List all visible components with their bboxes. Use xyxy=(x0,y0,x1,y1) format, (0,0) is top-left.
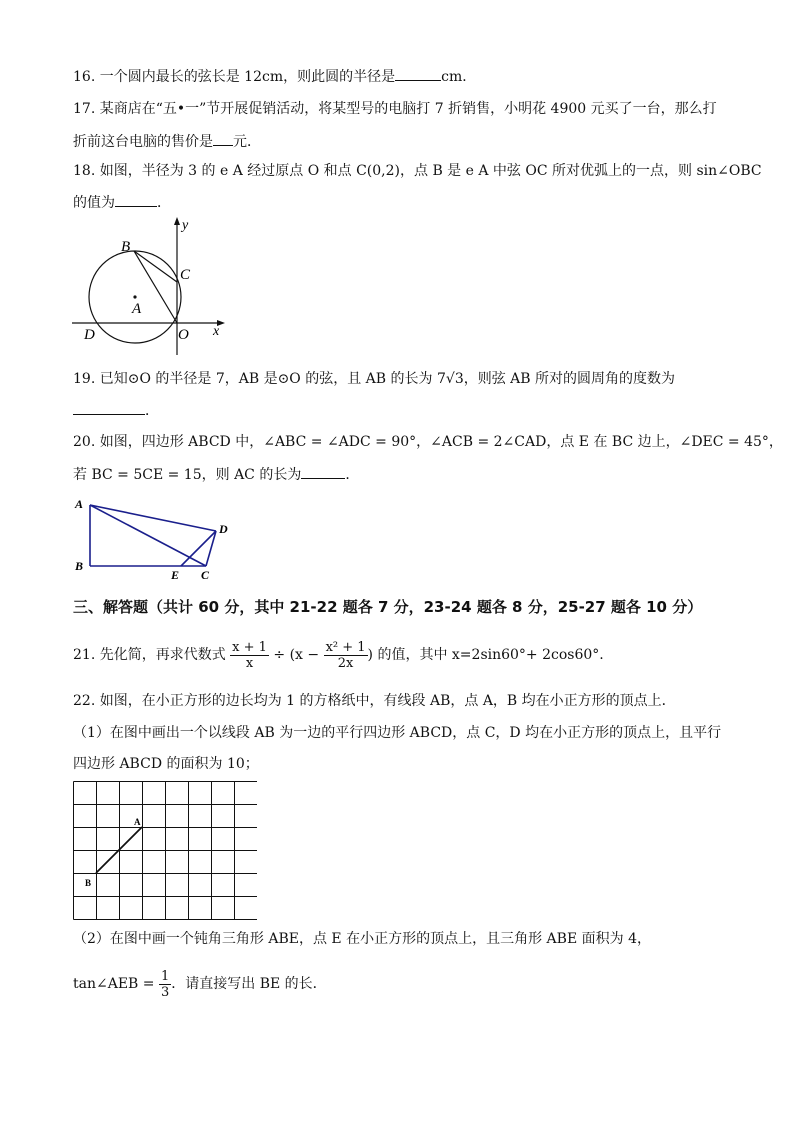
label-C: C xyxy=(201,568,210,582)
q22-grid-figure xyxy=(73,781,257,923)
fraction-one-third: $\frac{1}{3}$ xyxy=(160,968,170,1000)
label-A: A xyxy=(75,497,84,511)
q17-unit: 元． xyxy=(233,134,261,150)
q16-text: 16. 一个圆内最长的弦长是 12cm，则此圆的半径是 xyxy=(73,69,396,85)
label-B: B xyxy=(85,878,92,888)
answer-blank xyxy=(115,192,157,207)
q22-tan-text: tan∠AEB = xyxy=(73,976,155,992)
answer-blank xyxy=(301,464,345,479)
label-O: O xyxy=(178,327,189,343)
q20-end: ． xyxy=(345,467,360,483)
label-D: D xyxy=(219,522,228,536)
question-19-line2 xyxy=(73,400,159,421)
question-18-line2 xyxy=(73,192,171,213)
question-20-line1: 20. 如图，四边形 ABCD 中，∠ABC = ∠ADC = 90°，∠ACB = 2∠CAD，点 E 在 BC 边上，∠DEC = 45°， xyxy=(73,434,783,450)
question-22-part1-line2: 四边形 ABCD 的面积为 10； xyxy=(73,756,259,772)
question-17-line1: 17. 某商店在“五•一”节开展促销活动，将某型号的电脑打 7 折销售，小明花 4900 元买了一台，那么打 xyxy=(73,101,717,117)
question-22-line1: 22. 如图，在小正方形的边长均为 1 的方格纸中，有线段 AB，点 A，B 均在小正方形的顶点上． xyxy=(73,693,676,709)
question-17-line2 xyxy=(73,131,261,152)
label-x: x xyxy=(213,324,220,339)
fraction-2: $\frac{\text{x² + 1}}{2x}$ xyxy=(325,639,366,671)
grid-paper xyxy=(74,782,258,920)
label-A: A xyxy=(134,817,141,827)
label-C: C xyxy=(180,267,191,283)
q18-circle-figure xyxy=(70,215,230,365)
q21-mid: ÷ (x − xyxy=(273,647,320,663)
question-22-part2-line2 xyxy=(73,966,327,1002)
label-y: y xyxy=(182,218,189,233)
label-A: A xyxy=(132,301,142,317)
q20-quadrilateral-figure xyxy=(70,495,240,587)
q18-text: 的值为 xyxy=(73,195,115,211)
label-B: B xyxy=(121,239,131,255)
label-E: E xyxy=(171,568,180,582)
q22-tail: ．请直接写出 BE 的长． xyxy=(171,976,327,992)
q21-text: 21. 先化简，再求代数式 xyxy=(73,647,226,663)
fraction-1: $\frac{x + 1}{x}$ xyxy=(232,639,267,671)
answer-blank xyxy=(213,131,233,146)
answer-blank xyxy=(73,400,145,415)
question-19-line1: 19. 已知⊙O 的半径是 7，AB 是⊙O 的弦，且 AB 的长为 7√3，则弦 AB 所对的圆周角的度数为 xyxy=(73,371,676,387)
question-16 xyxy=(73,66,476,87)
label-B: B xyxy=(75,559,84,573)
question-22-part1-line1: （1）在图中画出一个以线段 AB 为一边的平行四边形 ABCD，点 C，D 均在小正方形的顶点上，且平行 xyxy=(73,725,722,741)
q17-text: 折前这台电脑的售价是 xyxy=(73,134,213,150)
q21-tail: ) 的值，其中 x=2sin60°+ 2cos60°. xyxy=(367,647,604,663)
q20-text: 若 BC = 5CE = 15，则 AC 的长为 xyxy=(73,467,302,483)
question-21 xyxy=(73,637,604,673)
q18-end: ． xyxy=(157,195,171,211)
q19-end: ． xyxy=(145,403,159,419)
question-18-line1: 18. 如图，半径为 3 的 e A 经过原点 O 和点 C(0,2)，点 B 是 e A 中弦 OC 所对优弧上的一点，则 sin∠OBC xyxy=(73,163,762,179)
q16-unit: cm． xyxy=(441,69,477,85)
answer-blank xyxy=(395,66,441,81)
section-3-heading: 三、解答题（共计 60 分，其中 21-22 题各 7 分，23-24 题各 8 分，25-27 题各 10 分） xyxy=(73,598,703,616)
question-22-part2-line1: （2）在图中画一个钝角三角形 ABE，点 E 在小正方形的顶点上，且三角形 ABE 面积为 4， xyxy=(73,931,651,947)
label-D: D xyxy=(84,327,95,343)
question-20-line2 xyxy=(73,464,359,485)
